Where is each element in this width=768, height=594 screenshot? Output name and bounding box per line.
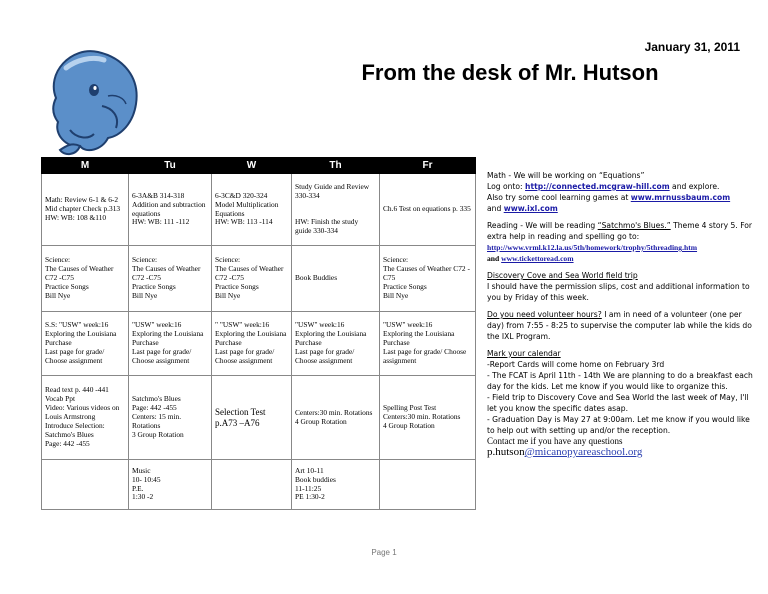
calendar-item: - Graduation Day is May 27 at 9:00am. Let me know if you would like to help out with setting up and/or the reception. xyxy=(487,415,750,435)
schedule-cell: Science: The Causes of Weather C72 -C75 Practice Songs Bill Nye xyxy=(212,246,292,312)
weekly-schedule-table xyxy=(41,157,476,510)
document-title: From the desk of Mr. Hutson xyxy=(361,60,659,85)
day-header: W xyxy=(212,158,292,174)
day-header: Tu xyxy=(129,158,212,174)
schedule-cell: Study Guide and Review 330-334 HW: Finish the study guide 330-334 xyxy=(292,174,380,246)
calendar-item: -Report Cards will come home on February 3rd xyxy=(487,360,665,369)
schedule-row-specials xyxy=(42,460,476,510)
calendar-note xyxy=(487,348,757,458)
calendar-item: - Field trip to Discovery Cove and Sea World the last week of May, I'll let you know the specific dates asap. xyxy=(487,393,749,413)
manatee-icon xyxy=(36,38,156,158)
day-header: Th xyxy=(292,158,380,174)
schedule-cell xyxy=(380,460,476,510)
schedule-cell: " "USW" week:16 Exploring the Louisiana Purchase Last page for grade/ Choose assignment xyxy=(212,312,292,376)
schedule-cell: S.S: "USW" week:16 Exploring the Louisiana Purchase Last page for grade/ Choose assignment xyxy=(42,312,129,376)
schedule-cell: Satchmo's Blues Page: 442 -455 Centers: 15 min. Rotations 3 Group Rotation xyxy=(129,376,212,460)
schedule-row-reading xyxy=(42,376,476,460)
schedule-cell: Music 10- 10:45 P.E. 1:30 -2 xyxy=(129,460,212,510)
schedule-cell xyxy=(42,460,129,510)
schedule-cell: 6-3A&B 314-318 Addition and subtraction equations HW: WB: 111 -112 xyxy=(129,174,212,246)
schedule-cell: Science: The Causes of Weather C72 -C75 Practice Songs Bill Nye xyxy=(129,246,212,312)
reading-note: Reading - We will be reading “Satchmo's Blues.” Theme 4 story 5. For extra help in reading and spelling go to: http://www.vrml.k12.la.us/5th/homework/trophy/5threading.htm and www.tickettoread.com xyxy=(487,221,753,263)
schedule-cell: Book Buddies xyxy=(292,246,380,312)
contact-line: Contact me if you have any questions xyxy=(487,436,623,446)
field-trip-note: Discovery Cove and Sea World field trip I should have the permission slips, cost and additional information to you by Friday of this week. xyxy=(487,271,750,302)
day-header-row xyxy=(42,158,476,174)
schedule-cell: Selection Test p.A73 –A76 xyxy=(212,376,292,460)
mrnussbaum-link[interactable]: www.mrnussbaum.com xyxy=(630,193,731,202)
schedule-cell: "USW" week:16 Exploring the Louisiana Purchase Last page for grade/ Choose assignment xyxy=(129,312,212,376)
notes-column xyxy=(487,170,757,458)
ixl-link[interactable]: www.ixl.com xyxy=(503,204,558,213)
vrml-reading-link[interactable]: http://www.vrml.k12.la.us/5th/homework/trophy/5threading.htm xyxy=(487,243,698,252)
schedule-cell: Science: The Causes of Weather C72 -C75 Practice Songs Bill Nye xyxy=(42,246,129,312)
tickettoread-link[interactable]: www.tickettoread.com xyxy=(501,254,574,263)
schedule-cell: Read text p. 440 -441 Vocab Ppt Video: Various videos on Louis Armstrong Introduce Selection: Satchmo's Blues Page: 442 -455 xyxy=(42,376,129,460)
schedule-row-social-studies xyxy=(42,312,476,376)
page-number: Page 1 xyxy=(371,548,397,557)
schedule-cell: Math: Review 6-1 & 6-2 Mid chapter Check p.313 HW: WB: 108 &110 xyxy=(42,174,129,246)
schedule-cell: Ch.6 Test on equations p. 335 xyxy=(380,174,476,246)
schedule-cell: "USW" week:16 Exploring the Louisiana Purchase Last page for grade/ Choose assignment xyxy=(292,312,380,376)
schedule-row-science xyxy=(42,246,476,312)
day-header: M xyxy=(42,158,129,174)
schedule-cell: 6-3C&D 320-324 Model Multiplication Equations HW: WB: 113 -114 xyxy=(212,174,292,246)
math-note: Math - We will be working on “Equations” Log onto: http://connected.mcgraw-hill.com and explore. Also try some cool learning games at www.mrnussbaum.com and www.ixl.com xyxy=(487,171,731,213)
mcgraw-hill-link[interactable]: http://connected.mcgraw-hill.com xyxy=(525,182,670,191)
calendar-heading: Mark your calendar xyxy=(487,349,561,358)
schedule-row-math xyxy=(42,174,476,246)
volunteer-note: Do you need volunteer hours? I am in need of a volunteer (one per day) from 7:55 - 8:25 to supervise the computer lab while the kids do the IXL Program. xyxy=(487,310,752,341)
calendar-item: - The FCAT is April 11th - 14th We are planning to do a breakfast each day for the kids. Let me know if you would like to organize this. xyxy=(487,371,753,391)
schedule-cell: Science: The Causes of Weather C72 -C75 Practice Songs Bill Nye xyxy=(380,246,476,312)
schedule-cell: Centers:30 min. Rotations 4 Group Rotation xyxy=(292,376,380,460)
volunteer-heading: Do you need volunteer hours? xyxy=(487,310,602,319)
day-header: Fr xyxy=(380,158,476,174)
document-date: January 31, 2011 xyxy=(644,40,740,54)
schedule-cell: Art 10-11 Book buddies 11-11:25 PE 1:30-2 xyxy=(292,460,380,510)
email-address[interactable]: p.hutson@micanopyareaschool.org xyxy=(487,446,643,458)
schedule-cell: Spelling Post Test Centers:30 min. Rotations 4 Group Rotation xyxy=(380,376,476,460)
field-trip-heading: Discovery Cove and Sea World field trip xyxy=(487,271,638,280)
schedule-cell: "USW" week:16 Exploring the Louisiana Purchase Last page for grade/ Choose assignment xyxy=(380,312,476,376)
schedule-cell xyxy=(212,460,292,510)
